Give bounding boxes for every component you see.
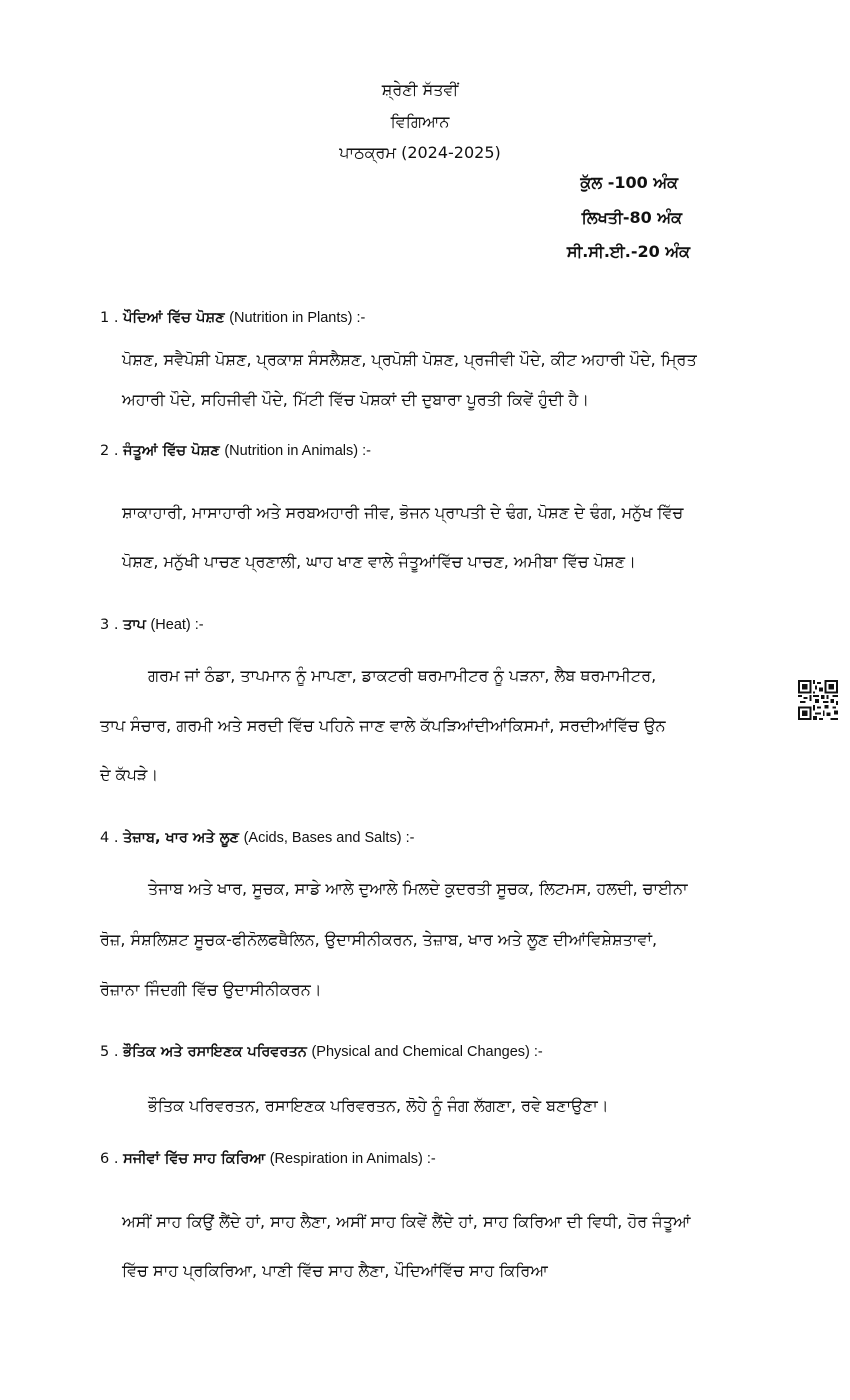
section-title-en: (Nutrition in Animals) :- (224, 443, 371, 459)
section-number: 3 . (100, 617, 119, 633)
section-line: ਰੋਜ਼ਾਨਾ ਜਿੰਦਗੀ ਵਿੱਚ ਉਦਾਸੀਨੀਕਰਨ। (100, 980, 322, 999)
subject-heading: ਵਿਗਿਆਨ (390, 112, 450, 131)
section-number: 4 . (100, 830, 119, 846)
section-title-pa: ਜੰਤੂਆਂ ਵਿੱਚ ਪੋਸ਼ਣ (123, 443, 220, 459)
section-title (100, 310, 365, 326)
section-title-pa: ਪੌਦਿਆਂ ਵਿੱਚ ਪੋਸ਼ਣ (123, 310, 225, 326)
section-number: 6 . (100, 1151, 119, 1167)
section-line: ਪੋਸ਼ਣ, ਸਵੈਪੋਸ਼ੀ ਪੋਸ਼ਣ, ਪ੍ਰਕਾਸ਼ ਸੰਸਲੈਸ਼ਣ, ਪ੍ਰਪੋਸ਼ੀ ਪੋਸ਼ਣ, ਪ੍ਰਜੀਵੀ ਪੌਦੇ, ਕੀਟ ਅਹਾਰੀ ਪੌਦੇ, ਮ੍ਰਿਤ (122, 350, 697, 369)
section-line: ਦੇ ਕੱਪੜੇ। (100, 765, 159, 784)
section-line: ਗਰਮ ਜਾਂ ਠੰਡਾ, ਤਾਪਮਾਨ ਨੂੰ ਮਾਪਣਾ, ਡਾਕਟਰੀ ਥਰਮਾਮੀਟਰ ਨੂੰ ਪੜਨਾ, ਲੈਬ ਥਰਮਾਮੀਟਰ, (148, 666, 657, 685)
class-heading: ਸ਼੍ਰੇਣੀ ਸੱਤਵੀਂ (381, 80, 459, 99)
section-line: ਭੌਤਿਕ ਪਰਿਵਰਤਨ, ਰਸਾਇਣਕ ਪਰਿਵਰਤਨ, ਲੋਹੇ ਨੂੰ ਜੰਗ ਲੱਗਣਾ, ਰਵੇ ਬਣਾਉਣਾ। (148, 1096, 609, 1115)
section-line: ਪੋਸ਼ਣ, ਮਨੁੱਖੀ ਪਾਚਣ ਪ੍ਰਣਾਲੀ, ਘਾਹ ਖਾਣ ਵਾਲੇ ਜੰਤੂਆਂਵਿੱਚ ਪਾਚਣ, ਅਮੀਬਾ ਵਿੱਚ ਪੋਸ਼ਣ। (122, 552, 636, 571)
section-title-pa: ਤੇਜ਼ਾਬ, ਖਾਰ ਅਤੇ ਲੂਣ (123, 830, 239, 846)
section-line: ਤੇਜਾਬ ਅਤੇ ਖਾਰ, ਸੂਚਕ, ਸਾਡੇ ਆਲੇ ਦੁਆਲੇ ਮਿਲਦੇ ਕੁਦਰਤੀ ਸੂਚਕ, ਲਿਟਮਸ, ਹਲਦੀ, ਚਾਈਨਾ (148, 879, 688, 898)
syllabus-heading: ਪਾਠਕ੍ਰਮ (2024-2025) (339, 143, 501, 162)
section-title (100, 617, 204, 633)
section-title-pa: ਭੌਤਿਕ ਅਤੇ ਰਸਾਇਣਕ ਪਰਿਵਰਤਨ (123, 1044, 307, 1060)
section-title-pa: ਤਾਪ (123, 617, 146, 633)
section-title-en: (Acids, Bases and Salts) :- (243, 830, 415, 846)
written-marks: ਲਿਖਤੀ-80 ਅੰਕ (581, 208, 682, 227)
section-title (100, 443, 371, 459)
total-marks: ਕੁੱਲ -100 ਅੰਕ (580, 173, 678, 192)
section-title (100, 830, 414, 846)
qr-code (798, 680, 838, 720)
section-title-en: (Heat) :- (150, 617, 204, 633)
section-title-en: (Respiration in Animals) :- (269, 1151, 436, 1167)
section-title-pa: ਸਜੀਵਾਂ ਵਿੱਚ ਸਾਹ ਕਿਰਿਆ (123, 1151, 266, 1167)
section-line: ਤਾਪ ਸੰਚਾਰ, ਗਰਮੀ ਅਤੇ ਸਰਦੀ ਵਿੱਚ ਪਹਿਨੇ ਜਾਣ ਵਾਲੇ ਕੱਪੜਿਆਂਦੀਆਂਕਿਸਮਾਂ, ਸਰਦੀਆਂਵਿੱਚ ਉਨ (100, 716, 666, 735)
section-number: 5 . (100, 1044, 119, 1060)
section-line: ਸ਼ਾਕਾਹਾਰੀ, ਮਾਸਾਹਾਰੀ ਅਤੇ ਸਰਬਅਹਾਰੀ ਜੀਵ, ਭੋਜਨ ਪ੍ਰਾਪਤੀ ਦੇ ਢੰਗ, ਪੋਸ਼ਣ ਦੇ ਢੰਗ, ਮਨੁੱਖ ਵਿੱਚ (122, 503, 684, 522)
section-title (100, 1151, 436, 1167)
cce-marks: ਸੀ.ਸੀ.ਈ.-20 ਅੰਕ (566, 242, 690, 261)
section-line: ਵਿੱਚ ਸਾਹ ਪ੍ਰਕਿਰਿਆ, ਪਾਣੀ ਵਿੱਚ ਸਾਹ ਲੈਣਾ, ਪੌਦਿਆਂਵਿੱਚ ਸਾਹ ਕਿਰਿਆ (122, 1261, 548, 1280)
section-line: ਰੋਜ਼, ਸੰਸ਼ਲਿਸ਼ਟ ਸੂਚਕ-ਫੀਨੋਲਫਥੈਲਿਨ, ਉਦਾਸੀਨੀਕਰਨ, ਤੇਜ਼ਾਬ, ਖਾਰ ਅਤੇ ਲੂਣ ਦੀਆਂਵਿਸ਼ੇਸ਼ਤਾਵਾਂ, (100, 930, 658, 949)
section-line: ਅਹਾਰੀ ਪੌਦੇ, ਸਹਿਜੀਵੀ ਪੌਦੇ, ਮਿੱਟੀ ਵਿੱਚ ਪੋਸ਼ਕਾਂ ਦੀ ਦੁਬਾਰਾ ਪੂਰਤੀ ਕਿਵੇਂ ਹੁੰਦੀ ਹੈ। (122, 390, 590, 409)
section-title (100, 1044, 543, 1060)
section-number: 2 . (100, 443, 119, 459)
section-title-en: (Physical and Chemical Changes) :- (311, 1044, 543, 1060)
section-number: 1 . (100, 310, 119, 326)
section-title-en: (Nutrition in Plants) :- (229, 310, 366, 326)
section-line: ਅਸੀਂ ਸਾਹ ਕਿਉਂ ਲੈਂਦੇ ਹਾਂ, ਸਾਹ ਲੈਣਾ, ਅਸੀਂ ਸਾਹ ਕਿਵੇਂ ਲੈਂਦੇ ਹਾਂ, ਸਾਹ ਕਿਰਿਆ ਦੀ ਵਿਧੀ, ਹੋਰ ਜੰਤੂਆਂ (122, 1212, 691, 1231)
